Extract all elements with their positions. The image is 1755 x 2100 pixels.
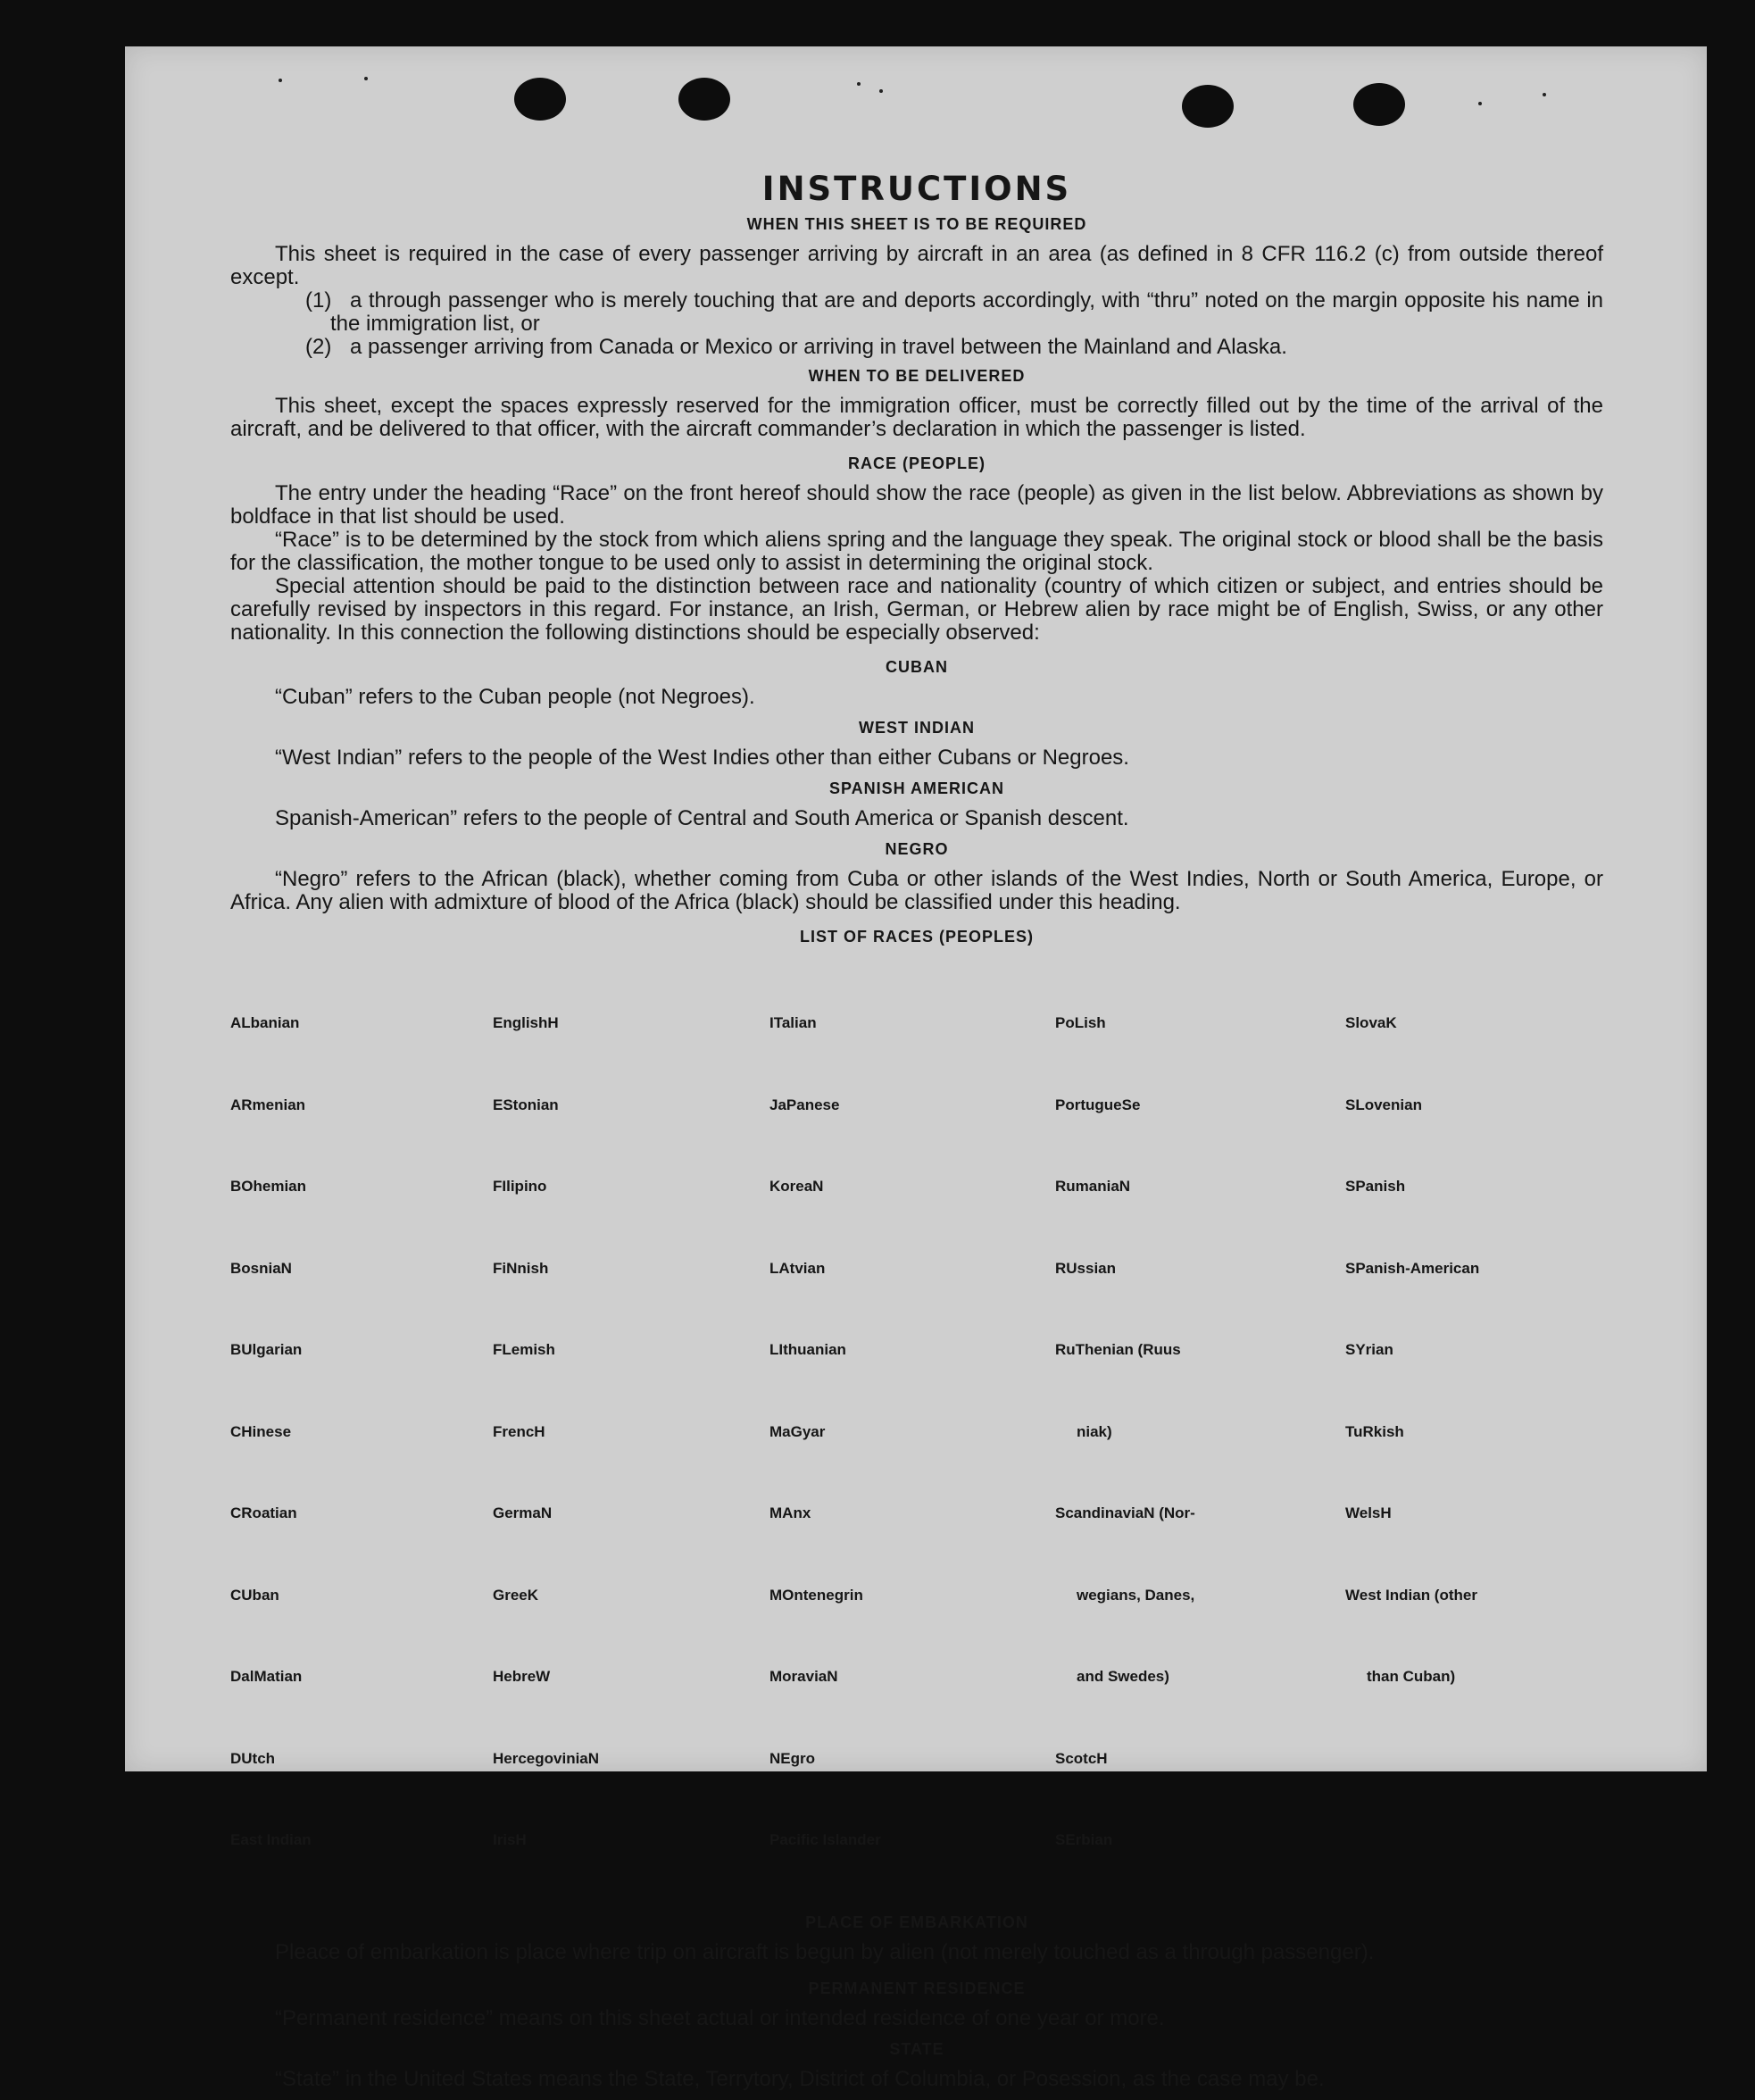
race-entry: ARmenian [230,1096,306,1113]
race-entry: and Swedes) [1077,1668,1169,1685]
heading-spanish-american: SPANISH AMERICAN [828,779,1004,797]
race-entry: Pacific Islander [769,1831,881,1848]
race-column-2 [493,955,769,1909]
race-entry: HebreW [493,1668,551,1685]
race-entry: East Indian [230,1831,312,1848]
paragraph-when-delivered: This sheet, except the spaces expressly reserved for the immigration officer, must be correctly filled out by the time of the arrival of the aircraft, and be delivered to that officer, with the aircraft commander’s declaration in which the passenger is listed. [230,394,1603,441]
race-entry: BOhemian [230,1178,307,1195]
race-entry: RumaniaN [1055,1178,1131,1195]
paragraph-embarkation: Pleace of embarkation is place where trip on aircraft is begun by alien (not merely touched as a through passenger). [275,1939,1375,1964]
race-entry: wegians, Danes, [1077,1586,1195,1604]
race-entry: SPanish-American [1345,1259,1480,1277]
heading-race: RACE (PEOPLE) [847,454,986,472]
paragraph-race-2: “Race” is to be determined by the stock from which aliens spring and the language they speak. The original stock or blood shall be the basis for the classification, the mother tongue to be used only to assist in determining the original stock. [230,528,1603,575]
heading-permanent-residence: PERMANENT RESIDENCE [808,1979,1026,1997]
race-column-3 [769,955,1055,1909]
heading-embarkation: PLACE OF EMBARKATION [805,1912,1028,1931]
race-entry: FLemish [493,1341,555,1358]
heading-west-indian: WEST INDIAN [859,719,975,737]
race-entry: HercegoviniaN [493,1749,600,1767]
race-entry: MaGyar [769,1422,826,1440]
speck-mark [857,82,861,86]
paragraph-west-indian: “West Indian” refers to the people of the West Indies other than either Cubans or Negroes. [275,746,1129,770]
race-column-5 [1345,955,1603,1909]
race-entry: MOntenegrin [769,1586,863,1604]
race-entry: ScotcH [1055,1749,1108,1767]
race-entry: GreeK [493,1586,539,1604]
race-list [230,955,1603,1909]
heading-state: STATE [889,2039,944,2058]
race-column-1 [230,955,493,1909]
document-page [125,46,1707,2091]
race-entry: BosniaN [230,1259,292,1277]
race-entry: RUssian [1055,1259,1117,1277]
race-entry: FrencH [493,1422,545,1440]
race-entry: KoreaN [769,1178,824,1195]
race-entry: LAtvian [769,1259,826,1277]
page-title: INSTRUCTIONS [761,170,1072,208]
race-entry: SLovenian [1345,1096,1422,1113]
race-entry: IrisH [493,1831,527,1848]
paragraph-negro: “Negro” refers to the African (black), whether coming from Cuba or other islands of the West Indies, North or South America, Europe, or Africa. Any alien with admixture of blood of the Africa (black) should be classified under this heading. [230,867,1603,914]
race-entry: SYrian [1345,1341,1393,1358]
punch-hole [678,78,730,121]
race-entry: GermaN [493,1504,553,1521]
race-entry: CRoatian [230,1504,297,1521]
race-entry: WelsH [1345,1504,1392,1521]
race-entry: SlovaK [1345,1014,1397,1031]
paragraph-spanish-american: Spanish-American” refers to the people of Central and South America or Spanish descent. [275,806,1129,830]
race-entry: RuThenian (Ruus [1055,1341,1181,1358]
punch-hole [514,78,566,121]
race-entry: JaPanese [769,1096,840,1113]
list-item [230,289,1603,336]
paragraph-permanent-residence: “Permanent residence” means on this sheet actual or intended residence of one year or more. [275,2005,1165,2030]
race-entry: PoLish [1055,1014,1106,1031]
race-entry: DUtch [230,1749,276,1767]
race-entry: CUban [230,1586,279,1604]
heading-list-of-races: LIST OF RACES (PEOPLES) [799,928,1035,946]
list-item [230,336,1603,359]
punch-hole [1182,85,1234,128]
item-number: (1) [305,288,332,312]
paragraph-cuban: “Cuban” refers to the Cuban people (not Negroes). [275,685,755,709]
race-entry: TuRkish [1345,1422,1404,1440]
instructions-content [230,171,1603,2100]
speck-mark [364,77,368,80]
race-entry: West Indian (other [1345,1586,1477,1604]
item-text: a through passenger who is merely touching that are and deports accordingly, with “thru” noted on the margin opposite his name in the immigration list, or [330,288,1603,336]
speck-mark [1478,102,1482,105]
heading-when-delivered: WHEN TO BE DELIVERED [808,367,1026,385]
race-entry: SPanish [1345,1178,1406,1195]
item-text: a passenger arriving from Canada or Mexico or arriving in travel between the Mainland and Alaska. [350,335,1287,359]
speck-mark [279,79,282,82]
race-entry: NEgro [769,1749,815,1767]
race-entry: MoraviaN [769,1668,838,1685]
race-entry: ITalian [769,1014,817,1031]
item-number: (2) [305,335,332,359]
race-entry: PortugueSe [1055,1096,1141,1113]
paragraph-race-1: The entry under the heading “Race” on the front hereof should show the race (people) as given in the list below. Abbreviations as shown by boldface in that list should be used. [230,481,1603,529]
race-entry: ScandinaviaN (Nor- [1055,1504,1195,1521]
paragraph-state: “State” in the United States means the State, Terrytory, District of Columbia, or Posession, as the case may be. [275,2066,1325,2091]
race-entry: LIthuanian [769,1341,846,1358]
race-entry: BUlgarian [230,1341,303,1358]
race-entry: niak) [1077,1422,1112,1440]
heading-negro: NEGRO [885,840,949,858]
race-entry: EStonian [493,1096,559,1113]
race-entry: ALbanian [230,1014,300,1031]
race-entry: FIlipino [493,1178,547,1195]
race-entry: SErbian [1055,1831,1113,1848]
race-entry: DalMatian [230,1668,303,1685]
race-entry: than Cuban) [1367,1668,1456,1685]
paragraph-when-required: This sheet is required in the case of every passenger arriving by aircraft in an area (as defined in 8 CFR 116.2 (c) from outside thereof except. [230,242,1603,289]
paragraph-race-3: Special attention should be paid to the distinction between race and nationality (country of which citizen or subject, and entries should be carefully revised by inspectors in this regard. For instance, an Irish, German, or Hebrew alien by race might be of English, Swiss, or any other nationality. In this connection the following distinctions should be especially observed: [230,574,1603,645]
race-column-4 [1055,955,1345,1909]
punch-hole [1353,83,1405,126]
race-entry: FiNnish [493,1259,549,1277]
heading-cuban: CUBAN [886,658,948,676]
heading-when-required: WHEN THIS SHEET IS TO BE REQUIRED [746,215,1087,233]
race-entry: EnglishH [493,1014,559,1031]
race-entry: MAnx [769,1504,811,1521]
speck-mark [1543,93,1546,96]
race-entry: CHinese [230,1422,292,1440]
speck-mark [879,89,883,93]
